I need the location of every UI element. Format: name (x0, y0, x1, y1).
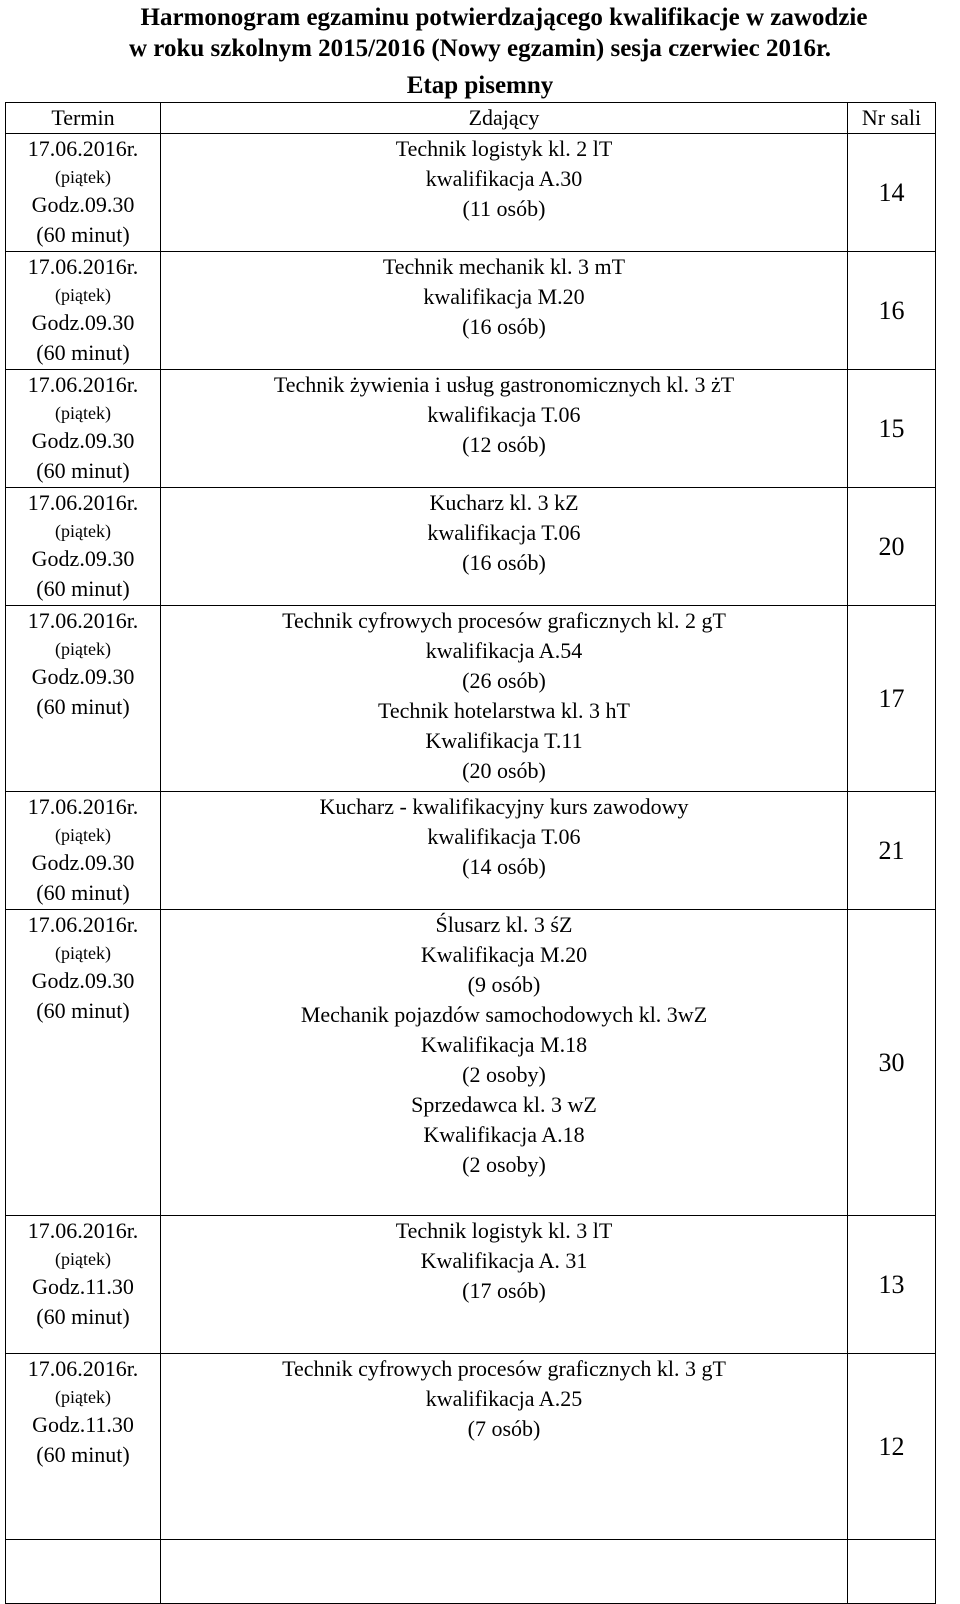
room-number: 20 (848, 488, 936, 606)
examinees-line: (26 osób) (462, 668, 546, 693)
table-row (6, 606, 936, 792)
examinees-line: kwalifikacja A.54 (425, 638, 583, 663)
empty-cell (161, 1540, 848, 1604)
term-day: (piątek) (55, 943, 111, 963)
term-time: Godz.09.30 (31, 850, 135, 875)
schedule-table (5, 102, 936, 1604)
term-time: Godz.09.30 (31, 192, 135, 217)
room-number: 30 (848, 910, 936, 1216)
examinees-cell (161, 488, 848, 606)
examinees-line: Kucharz kl. 3 kZ (429, 490, 579, 515)
term-cell (6, 134, 161, 252)
term-day: (piątek) (55, 167, 111, 187)
examinees-line: (16 osób) (462, 314, 546, 339)
term-duration: (60 minut) (36, 998, 130, 1023)
examinees-line: Technik cyfrowych procesów graficznych kl. 2 gT (282, 608, 726, 633)
examinees-line: Kucharz - kwalifikacyjny kurs zawodowy (319, 794, 689, 819)
term-date: 17.06.2016r. (27, 608, 139, 633)
examinees-line: (9 osób) (467, 972, 541, 997)
term-duration: (60 minut) (36, 340, 130, 365)
empty-cell (6, 1540, 161, 1604)
term-time: Godz.11.30 (32, 1412, 134, 1437)
table-row (6, 370, 936, 488)
term-day: (piątek) (55, 825, 111, 845)
term-day: (piątek) (55, 1387, 111, 1407)
examinees-line: (14 osób) (462, 854, 546, 879)
examinees-line: Technik cyfrowych procesów graficznych kl. 3 gT (282, 1356, 726, 1381)
table-row (6, 134, 936, 252)
room-number: 16 (848, 252, 936, 370)
term-duration: (60 minut) (36, 1304, 130, 1329)
examinees-line: Technik logistyk kl. 2 lT (395, 136, 613, 161)
room-number: 21 (848, 792, 936, 910)
examinees-cell (161, 370, 848, 488)
term-cell (6, 1216, 161, 1354)
term-cell (6, 370, 161, 488)
term-duration: (60 minut) (36, 694, 130, 719)
examinees-line: (2 osoby) (462, 1152, 546, 1177)
document-subtitle: Etap pisemny (406, 72, 554, 99)
term-day: (piątek) (55, 285, 111, 305)
term-time: Godz.09.30 (31, 968, 135, 993)
examinees-line: kwalifikacja T.06 (427, 824, 581, 849)
column-header-sala: Nr sali (848, 103, 936, 134)
examinees-line: Ślusarz kl. 3 śZ (435, 912, 573, 937)
term-time: Godz.11.30 (32, 1274, 134, 1299)
column-header-termin: Termin (6, 103, 161, 134)
examinees-line: Technik mechanik kl. 3 mT (382, 254, 626, 279)
examinees-line: (2 osoby) (462, 1062, 546, 1087)
term-date: 17.06.2016r. (27, 912, 139, 937)
examinees-line: Kwalifikacja T.11 (425, 728, 583, 753)
term-date: 17.06.2016r. (27, 490, 139, 515)
term-date: 17.06.2016r. (27, 1218, 139, 1243)
term-date: 17.06.2016r. (27, 372, 139, 397)
examinees-line: Kwalifikacja A.18 (423, 1122, 585, 1147)
examinees-cell (161, 252, 848, 370)
examinees-line: (12 osób) (462, 432, 546, 457)
room-number: 14 (848, 134, 936, 252)
examinees-line: Technik logistyk kl. 3 lT (395, 1218, 613, 1243)
term-time: Godz.09.30 (31, 310, 135, 335)
term-date: 17.06.2016r. (27, 794, 139, 819)
term-duration: (60 minut) (36, 458, 130, 483)
examinees-cell (161, 1216, 848, 1354)
table-row (6, 1354, 936, 1540)
table-row (6, 252, 936, 370)
examinees-line: (16 osób) (462, 550, 546, 575)
examinees-cell (161, 910, 848, 1216)
table-row (6, 910, 936, 1216)
room-number: 13 (848, 1216, 936, 1354)
examinees-line: Technik hotelarstwa kl. 3 hT (377, 698, 630, 723)
term-date: 17.06.2016r. (27, 136, 139, 161)
examinees-line: (17 osób) (462, 1278, 546, 1303)
examinees-line: Sprzedawca kl. 3 wZ (411, 1092, 597, 1117)
document-title-line-1: Harmonogram egzaminu potwierdzającego kwalifikacje w zawodzie (140, 4, 868, 31)
schedule-rows (6, 134, 936, 1604)
term-day: (piątek) (55, 639, 111, 659)
term-date: 17.06.2016r. (27, 254, 139, 279)
term-cell (6, 1354, 161, 1540)
term-duration: (60 minut) (36, 880, 130, 905)
empty-cell (848, 1540, 936, 1604)
room-number: 17 (848, 606, 936, 792)
term-duration: (60 minut) (36, 222, 130, 247)
examinees-line: Kwalifikacja A. 31 (420, 1248, 588, 1273)
examinees-cell (161, 792, 848, 910)
examinees-cell (161, 1354, 848, 1540)
table-row (6, 488, 936, 606)
examinees-line: kwalifikacja M.20 (423, 284, 585, 309)
table-header-row (6, 103, 936, 134)
examinees-line: Kwalifikacja M.18 (420, 1032, 588, 1057)
examinees-cell (161, 134, 848, 252)
examinees-line: (11 osób) (462, 196, 546, 221)
examinees-line: kwalifikacja T.06 (427, 402, 581, 427)
column-header-zdajacy: Zdający (161, 103, 848, 134)
examinees-line: Kwalifikacja M.20 (420, 942, 588, 967)
term-day: (piątek) (55, 403, 111, 423)
term-cell (6, 488, 161, 606)
examinees-line: kwalifikacja A.30 (425, 166, 583, 191)
term-date: 17.06.2016r. (27, 1356, 139, 1381)
term-duration: (60 minut) (36, 576, 130, 601)
room-number: 15 (848, 370, 936, 488)
term-day: (piątek) (55, 521, 111, 541)
term-day: (piątek) (55, 1249, 111, 1269)
empty-table-row (6, 1540, 936, 1604)
examinees-line: kwalifikacja A.25 (425, 1386, 583, 1411)
examinees-line: kwalifikacja T.06 (427, 520, 581, 545)
table-row (6, 1216, 936, 1354)
examinees-line: Mechanik pojazdów samochodowych kl. 3wZ (300, 1002, 708, 1027)
term-cell (6, 792, 161, 910)
term-cell (6, 910, 161, 1216)
examinees-line: (20 osób) (462, 758, 546, 783)
examinees-line: Technik żywienia i usług gastronomicznych kl. 3 żT (273, 372, 735, 397)
term-time: Godz.09.30 (31, 664, 135, 689)
table-row (6, 792, 936, 910)
term-time: Godz.09.30 (31, 428, 135, 453)
term-time: Godz.09.30 (31, 546, 135, 571)
term-cell (6, 252, 161, 370)
document-title-line-2: w roku szkolnym 2015/2016 (Nowy egzamin) sesja czerwiec 2016r. (129, 35, 831, 62)
room-number: 12 (848, 1354, 936, 1540)
examinees-cell (161, 606, 848, 792)
examinees-line: (7 osób) (467, 1416, 541, 1441)
term-cell (6, 606, 161, 792)
term-duration: (60 minut) (36, 1442, 130, 1467)
